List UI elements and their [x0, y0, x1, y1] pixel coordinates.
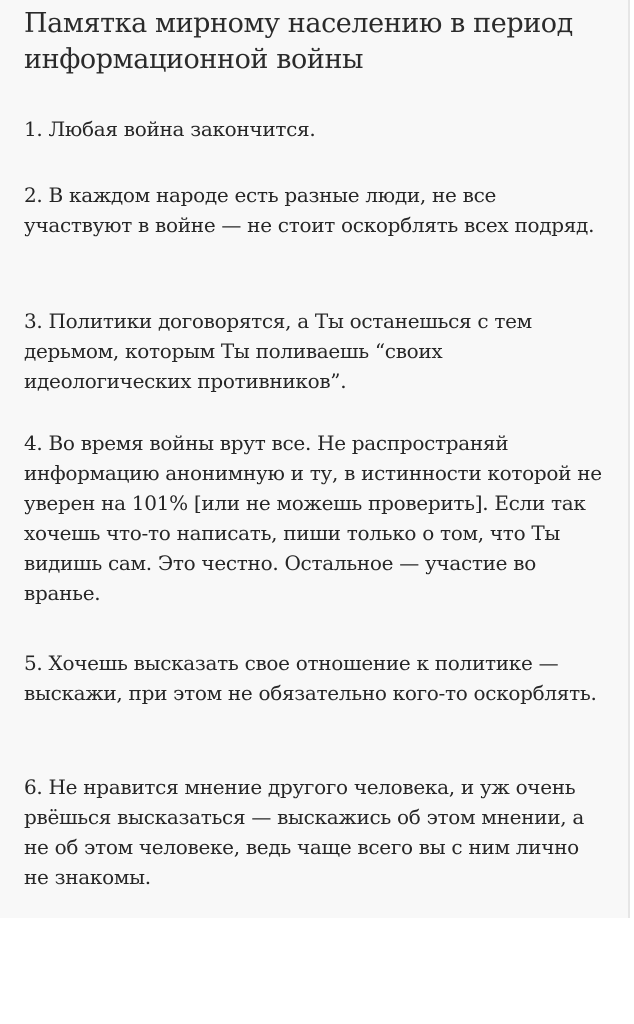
- memo-item-6: 6. Не нравится мнение другого человека, и уж очень рвёшься высказаться — выскажись об этом мнении, а не об этом человеке, ведь чаще всего вы с ним лично не знакомы.: [24, 775, 584, 889]
- memo-item-4: 4. Во время войны врут все. Не распространяй информацию анонимную и ту, в истинности которой не уверен на 101% [или не можешь проверить]. Если так хочешь что-то написать, пиши только о том, что Ты видишь сам. Это честно. Остальное — участие во вранье.: [24, 431, 602, 605]
- send-icon[interactable]: [560, 954, 608, 1002]
- memo-item-3: 3. Политики договорятся, а Ты останешься с тем дерьмом, которым Ты поливаешь “своих идеологических противников”.: [24, 309, 532, 393]
- memo-item-1: 1. Любая война закончится.: [24, 117, 316, 141]
- memo-item-2: 2. В каждом народе есть разные люди, не все участвуют в войне — не стоит оскорблять всех подряд.: [24, 183, 595, 237]
- memo-item-5: 5. Хочешь высказать свое отношение к политике — выскажи, при этом не обязательно кого-то оскорблять.: [24, 651, 597, 705]
- heart-icon-graphic: [488, 954, 536, 1002]
- send-icon-graphic: [560, 954, 608, 1002]
- message-input[interactable]: Отправить сообщение: [14, 954, 484, 1002]
- heart-icon[interactable]: [488, 954, 536, 1002]
- memo-title: Памятка мирному населению в период информационной войны: [24, 8, 573, 75]
- reply-bar: [0, 918, 634, 1024]
